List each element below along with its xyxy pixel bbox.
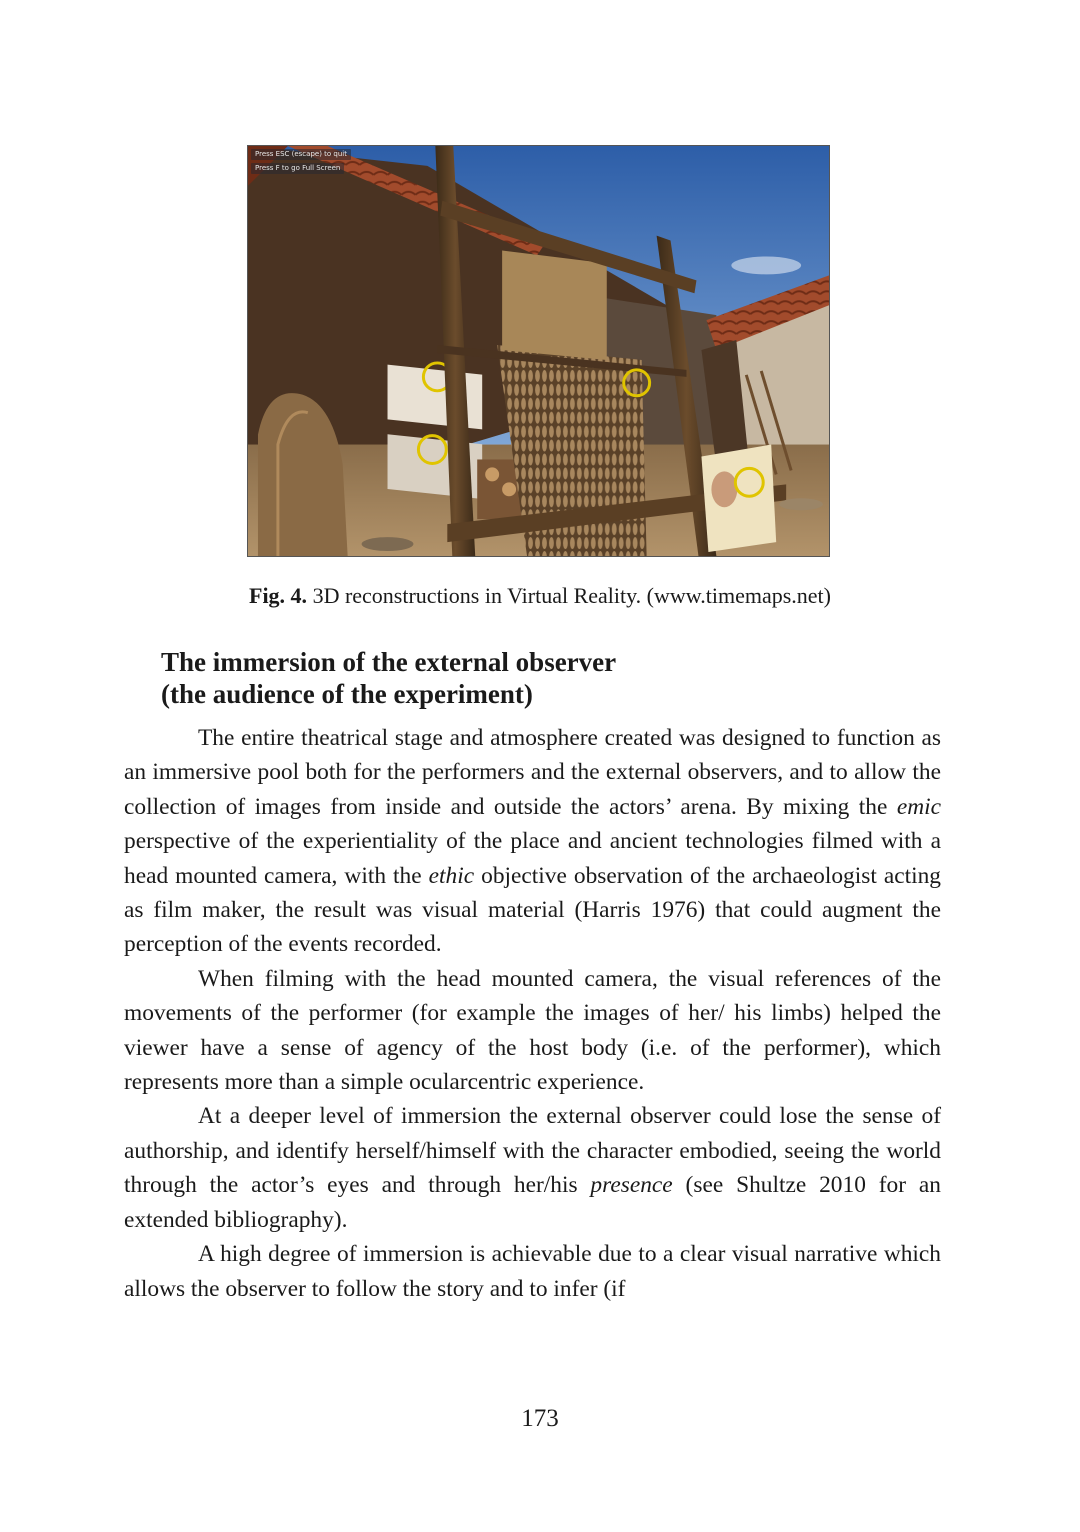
paragraph-1: The entire theatrical stage and atmosphere created was designed to function as an immersive pool both for the performers and the external observers, and to allow the collection of images from inside and outside the actors’ arena. By mixing the emic perspective of the experientiality of the place and ancient technologies filmed with a head mounted camera, with the ethic objective observation of the archaeologist acting as film maker, the result was visual material (Harris 1976) that could augment the perception of the events recorded. — [124, 725, 941, 958]
italic-term-emic: emic — [896, 793, 941, 820]
paragraph-4: A high degree of immersion is achievable due to a clear visual narrative which allows the observer to follow the story and to infer (if — [124, 1241, 941, 1302]
fullscreen-hint-overlay: Press F to go Full Screen — [251, 163, 344, 174]
section-heading — [161, 646, 941, 710]
loom-scene-illustration — [248, 146, 829, 556]
paragraph-2: When filming with the head mounted camera, the visual references of the movements of the performer (for example the images of her/ his limbs) helped the viewer have a sense of agency of the host body (i.e. of the performer), which represents more than a simple ocularcentric experience. — [124, 965, 941, 1096]
page-number: 173 — [521, 1405, 559, 1432]
figure-caption-text: 3D reconstructions in Virtual Reality. (www.timemaps.net) — [307, 583, 831, 608]
italic-term-presence: presence — [590, 1172, 673, 1199]
vr-reconstruction-figure — [247, 145, 830, 557]
italic-term-ethic: ethic — [428, 862, 475, 889]
figure-label: Fig. 4. — [249, 583, 308, 608]
section-heading-line-2: (the audience of the experiment) — [161, 679, 533, 709]
body-text — [124, 721, 941, 1306]
paragraph-3: At a deeper level of immersion the external observer could lose the sense of authorship, and identify herself/himself with the character embodied, seeing the world through the actor’s eyes and through her/his presence (see Shultze 2010 for an extended bibliography). — [124, 1103, 941, 1233]
escape-hint-overlay: Press ESC (escape) to quit — [251, 149, 351, 160]
figure-caption — [0, 582, 1080, 610]
section-heading-line-1: The immersion of the external observer — [161, 647, 617, 677]
